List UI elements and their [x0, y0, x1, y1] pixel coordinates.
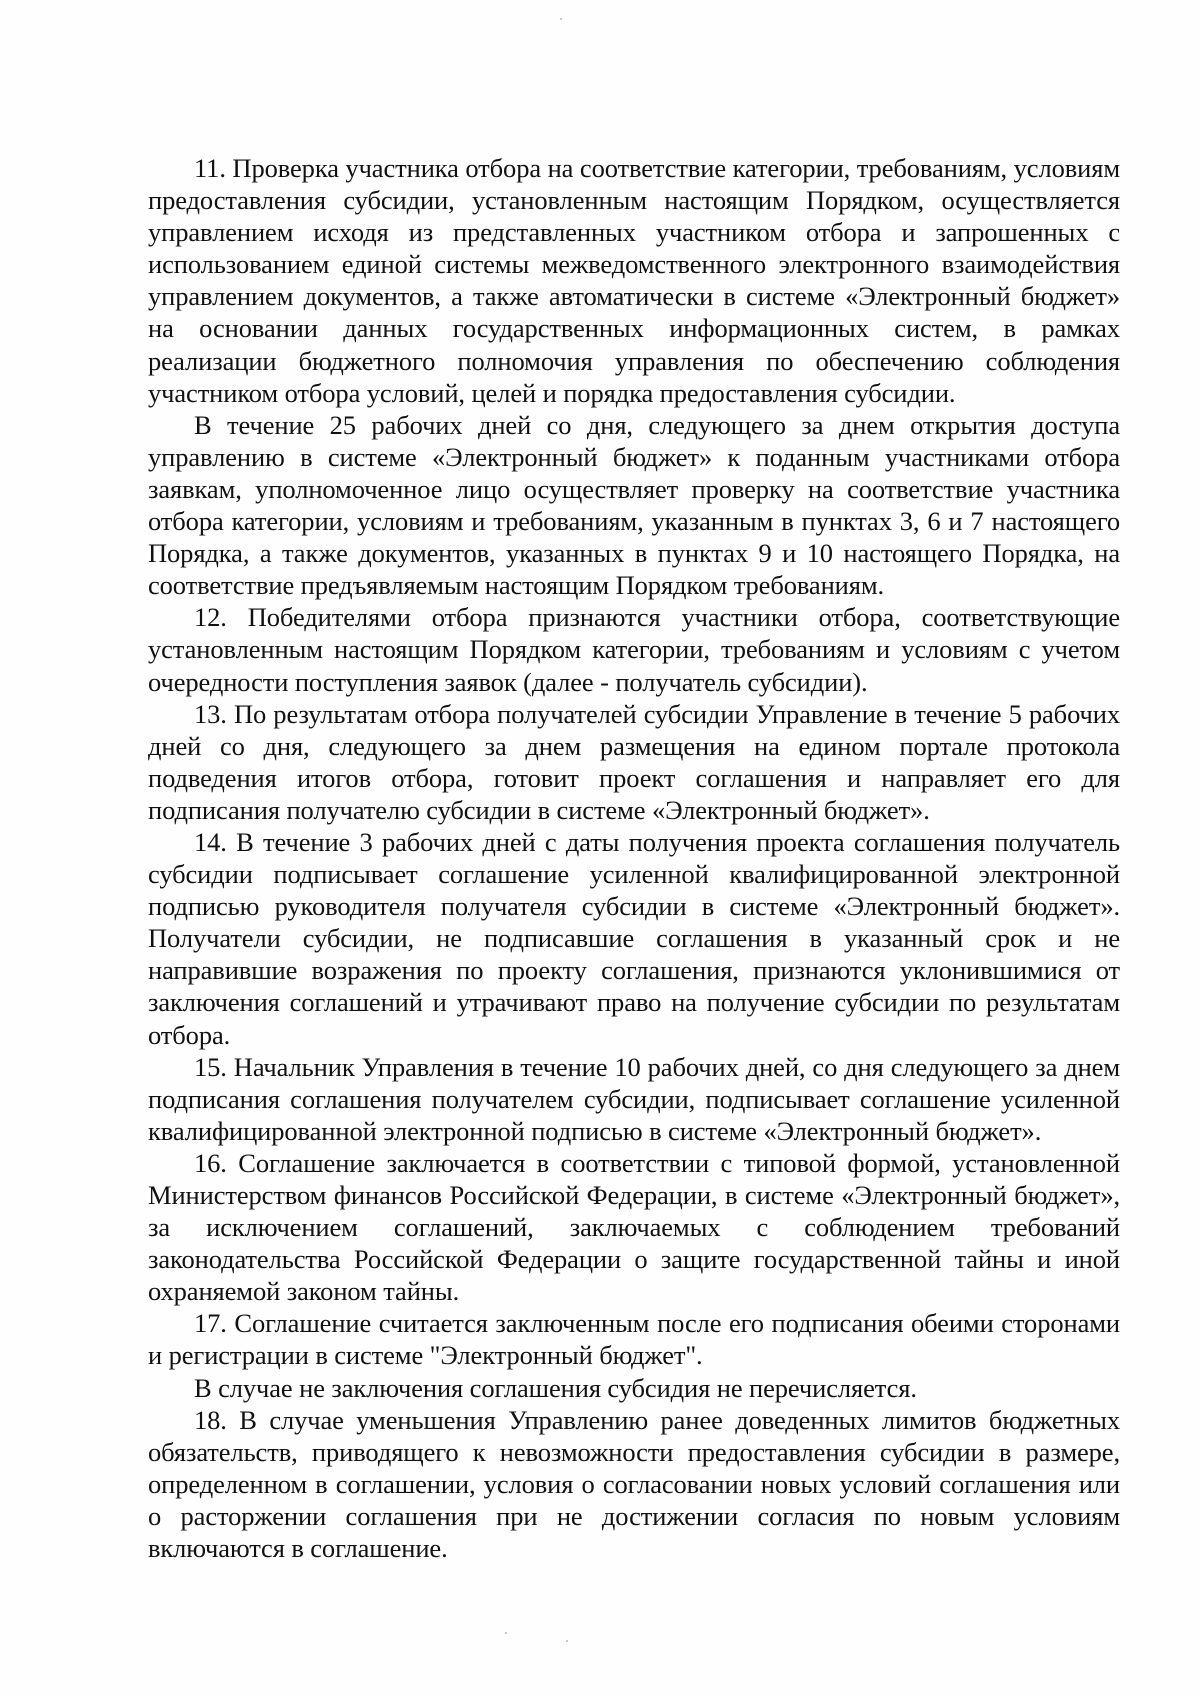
- paragraph-13: 13. По результатам отбора получателей субсидии Управление в течение 5 рабочих дней со дня, следующего за днем размещения на едином портале протокола подведения итогов отбора, готовит проект соглашения и направляет его для подписания получателю субсидии в системе «Электронный бюджет».: [148, 698, 1120, 825]
- paragraph-16: 16. Соглашение заключается в соответствии с типовой формой, установленной Министерством финансов Российской Федерации, в системе «Электронный бюджет», за исключением соглашений, заключаемых с соблюдением требований законодательства Российской Федерации о защите государственной тайны и иной охраняемой законом тайны.: [148, 1147, 1120, 1307]
- scan-artifact: [560, 18, 562, 20]
- paragraph-12: 12. Победителями отбора признаются участники отбора, соответствующие установленным настоящим Порядком категории, требованиям и условиям с учетом очередности поступления заявок (далее - получатель субсидии).: [148, 602, 1120, 697]
- paragraph-11-continued: В течение 25 рабочих дней со дня, следующего за днем открытия доступа управлению в системе «Электронный бюджет» к поданным участниками отбора заявкам, уполномоченное лицо осуществляет проверку на соответствие участника отбора категории, условиям и требованиям, указанным в пунктах 3, 6 и 7 настоящего Порядка, а также документов, указанных в пунктах 9 и 10 настоящего Порядка, на соответствие предъявляемым настоящим Порядком требованиям.: [148, 409, 1120, 601]
- paragraph-18: 18. В случае уменьшения Управлению ранее доведенных лимитов бюджетных обязательств, приводящего к невозможности предоставления субсидии в размере, определенном в соглашении, условия о согласовании новых условий соглашения или о расторжении соглашения при не достижении согласия по новым условиям включаются в соглашение.: [148, 1404, 1120, 1564]
- paragraph-17: 17. Соглашение считается заключенным после его подписания обеими сторонами и регистрации в системе "Электронный бюджет".: [148, 1308, 1120, 1371]
- scan-artifact: [505, 1632, 507, 1634]
- paragraph-17-continued: В случае не заключения соглашения субсидия не перечисляется.: [194, 1372, 917, 1403]
- scan-artifact: [566, 1640, 568, 1642]
- paragraph-15: 15. Начальник Управления в течение 10 рабочих дней, со дня следующего за днем подписания соглашения получателем субсидии, подписывает соглашение усиленной квалифицированной электронной подписью в системе «Электронный бюджет».: [148, 1051, 1120, 1146]
- document-body: [148, 152, 1120, 1564]
- paragraph-11: 11. Проверка участника отбора на соответствие категории, требованиям, условиям предоставления субсидии, установленным настоящим Порядком, осуществляется управлением исходя из представленных участником отбора и запрошенных с использованием единой системы межведомственного электронного взаимодействия управлением документов, а также автоматически в системе «Электронный бюджет» на основании данных государственных информационных систем, в рамках реализации бюджетного полномочия управления по обеспечению соблюдения участником отбора условий, целей и порядка предоставления субсидии.: [148, 153, 1120, 408]
- paragraph-14: 14. В течение 3 рабочих дней с даты получения проекта соглашения получатель субсидии подписывает соглашение усиленной квалифицированной электронной подписью руководителя получателя субсидии в системе «Электронный бюджет». Получатели субсидии, не подписавшие соглашения в указанный срок и не направившие возражения по проекту соглашения, признаются уклонившимися от заключения соглашений и утрачивают право на получение субсидии по результатам отбора.: [148, 826, 1120, 1050]
